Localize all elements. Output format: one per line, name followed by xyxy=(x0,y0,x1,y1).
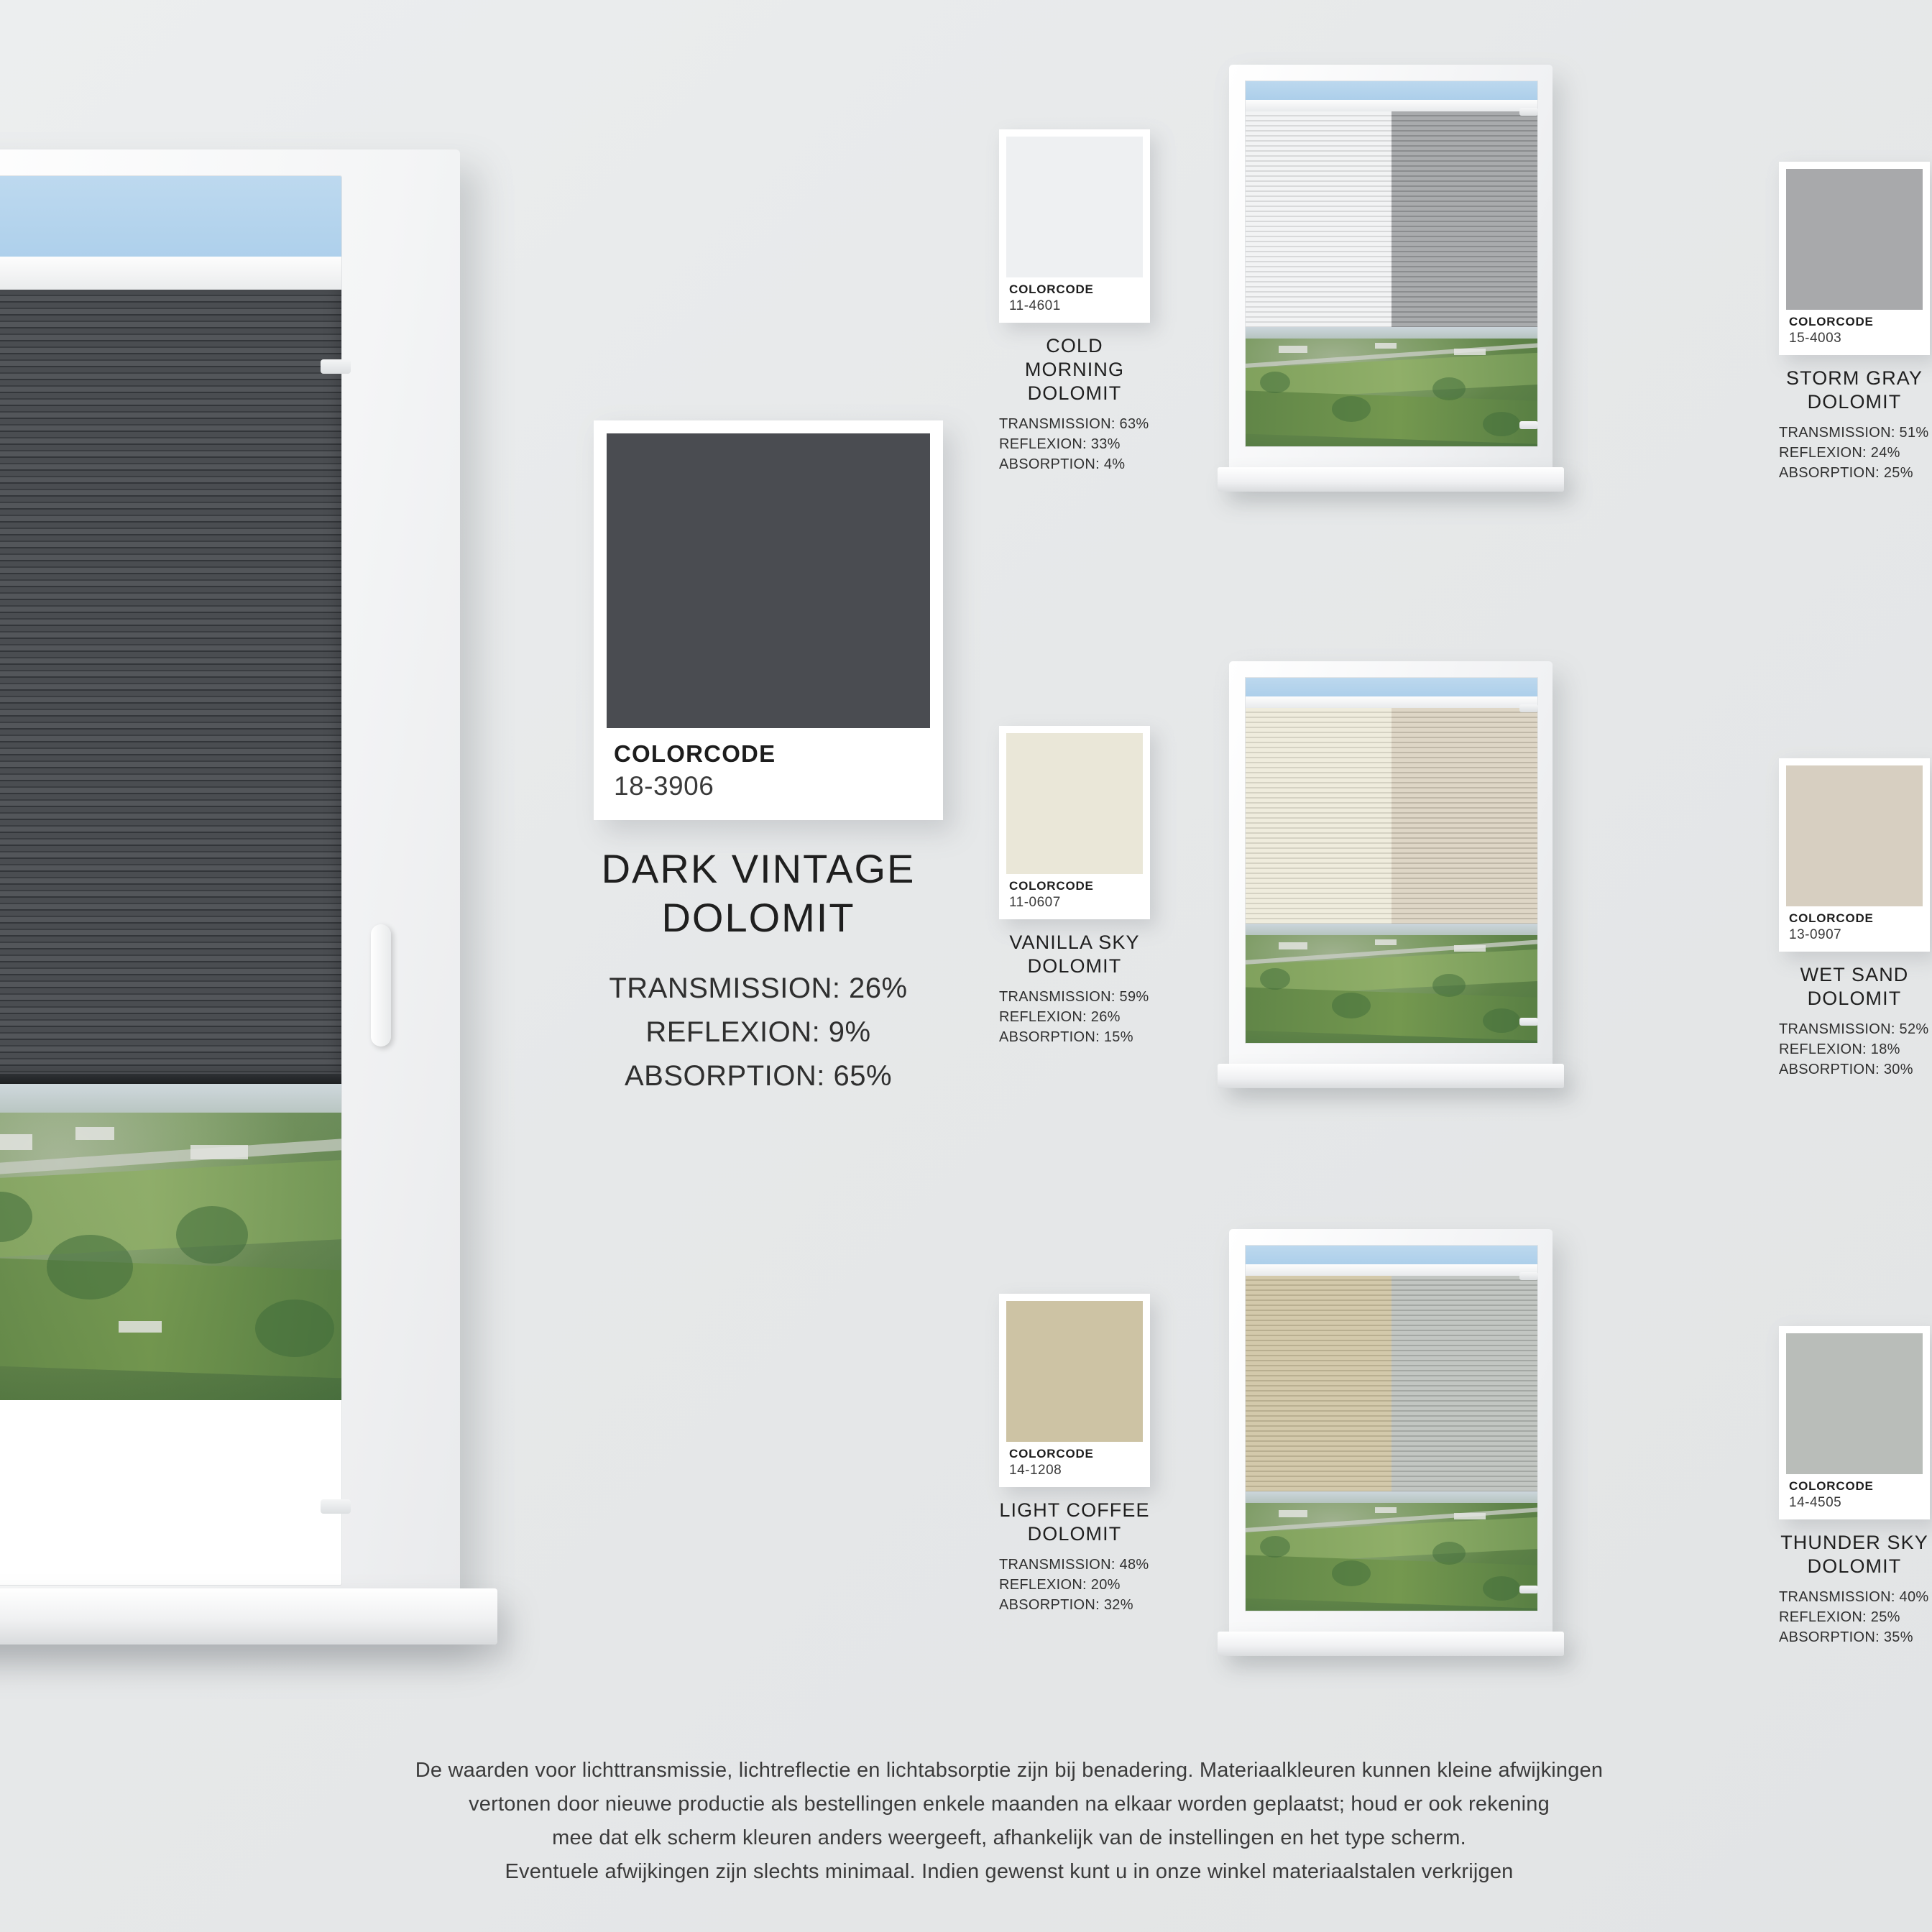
absorption: ABSORPTION: 35% xyxy=(1779,1629,1913,1646)
swatch-storm-gray xyxy=(1779,162,1930,484)
colorcode-value: 11-4601 xyxy=(1009,298,1061,313)
product-name-line1: STORM GRAY xyxy=(1785,367,1923,389)
outdoor-view-photo xyxy=(1246,924,1537,1043)
swatch-row-3 xyxy=(999,1215,1932,1703)
window-glass-area xyxy=(1245,80,1538,447)
window-preview-3 xyxy=(1229,1229,1552,1675)
colorcode-value: 13-0907 xyxy=(1789,926,1842,942)
absorption: ABSORPTION: 30% xyxy=(1779,1062,1913,1078)
colorcode-value: 14-4505 xyxy=(1789,1494,1842,1510)
colorcode-value: 15-4003 xyxy=(1789,330,1842,346)
reflexion: REFLEXION: 25% xyxy=(1779,1609,1900,1625)
colorcode-label: COLORCODE xyxy=(1009,879,1094,893)
colorcode-block xyxy=(1006,277,1143,323)
swatch-row-1 xyxy=(999,50,1932,539)
absorption: ABSORPTION: 4% xyxy=(999,456,1126,473)
blind-half-left xyxy=(1246,708,1392,924)
disclaimer-text xyxy=(216,1754,1803,1889)
pleated-blind-fabric xyxy=(1246,708,1537,924)
featured-reflexion: REFLEXION: 9% xyxy=(645,1016,871,1048)
product-name-line2: DOLOMIT xyxy=(1027,1522,1122,1545)
window-sill xyxy=(1218,1632,1564,1656)
colorcode-label: COLORCODE xyxy=(1009,282,1094,296)
blind-half-right xyxy=(1392,111,1537,327)
specs xyxy=(1779,1019,1930,1080)
colorcode-label: COLORCODE xyxy=(1009,1447,1094,1460)
featured-colorcode-label: COLORCODE xyxy=(614,740,776,767)
outdoor-view-photo xyxy=(1246,1491,1537,1611)
transmission: TRANSMISSION: 40% xyxy=(1779,1588,1929,1605)
blind-half-right xyxy=(1392,1276,1537,1491)
product-name-line1: WET SAND xyxy=(1800,963,1909,985)
window-sill xyxy=(0,1588,497,1644)
blind-headrail xyxy=(1246,100,1537,112)
disclaimer-line-2: vertonen door nieuwe productie als bestellingen enkele maanden na elkaar worden geplaatst; houd er ook rekening xyxy=(469,1792,1550,1816)
window-hinge-top xyxy=(1519,1272,1538,1280)
window-glass-area xyxy=(1245,1245,1538,1611)
blind-half-right xyxy=(1392,708,1537,924)
colorcode-block xyxy=(1006,1442,1143,1487)
blind-headrail xyxy=(1246,696,1537,709)
reflexion: REFLEXION: 26% xyxy=(999,1008,1121,1025)
swatch-thunder-sky xyxy=(1779,1326,1930,1648)
swatch-light-coffee xyxy=(999,1294,1150,1616)
transmission: TRANSMISSION: 48% xyxy=(999,1556,1149,1573)
swatch-card xyxy=(999,129,1150,323)
disclaimer-line-3: mee dat elk scherm kleuren anders weergeeft, afhankelijk van de instellingen en het type scherm. xyxy=(552,1826,1466,1849)
swatch-card xyxy=(999,726,1150,919)
reflexion: REFLEXION: 24% xyxy=(1779,444,1900,461)
featured-specs xyxy=(546,967,970,1098)
absorption: ABSORPTION: 15% xyxy=(999,1029,1133,1046)
color-chip xyxy=(1786,1333,1923,1474)
disclaimer-line-4: Eventuele afwijkingen zijn slechts minimaal. Indien gewenst kunt u in onze winkel materiaalstalen verkrijgen xyxy=(505,1859,1514,1883)
reflexion: REFLEXION: 33% xyxy=(999,436,1121,452)
transmission: TRANSMISSION: 52% xyxy=(1779,1021,1929,1037)
transmission: TRANSMISSION: 51% xyxy=(1779,424,1929,441)
blind-headrail xyxy=(0,257,341,292)
absorption: ABSORPTION: 32% xyxy=(999,1597,1133,1614)
swatch-card xyxy=(1779,758,1930,952)
pleated-blind-fabric xyxy=(0,290,341,1084)
colorcode-block xyxy=(1786,906,1923,952)
product-name-line2: DOLOMIT xyxy=(1807,987,1902,1009)
color-chip xyxy=(1786,765,1923,906)
featured-name-line2: DOLOMIT xyxy=(661,895,855,941)
outdoor-view-photo xyxy=(1246,327,1537,446)
window-hinge-bottom xyxy=(321,1499,351,1514)
featured-window-illustration xyxy=(0,150,518,1716)
window-glass-area xyxy=(1245,677,1538,1044)
colorcode-block xyxy=(1006,874,1143,919)
featured-colorcode-block xyxy=(607,728,930,820)
outdoor-view-photo xyxy=(0,1084,341,1400)
colorcode-label: COLORCODE xyxy=(1789,315,1874,328)
blind-bottom-rail xyxy=(0,1074,341,1084)
window-handle xyxy=(371,924,391,1046)
product-name xyxy=(999,931,1150,978)
product-name xyxy=(1779,963,1930,1011)
product-name-line1: VANILLA SKY xyxy=(1009,931,1140,953)
swatch-card xyxy=(1779,162,1930,355)
product-name xyxy=(1779,367,1930,414)
window-preview-1 xyxy=(1229,65,1552,510)
featured-name-line1: DARK VINTAGE xyxy=(601,846,916,891)
window-hinge-bottom xyxy=(1519,1586,1538,1593)
absorption: ABSORPTION: 25% xyxy=(1779,465,1913,482)
product-name-line2: DOLOMIT xyxy=(1807,1555,1902,1577)
product-name xyxy=(999,1499,1150,1546)
product-name-line2: DOLOMIT xyxy=(1027,382,1122,404)
swatch-card xyxy=(999,1294,1150,1487)
window-hinge-top xyxy=(1519,704,1538,712)
product-name xyxy=(1779,1531,1930,1578)
window-glass-area xyxy=(0,175,342,1586)
specs xyxy=(999,414,1150,475)
color-chip xyxy=(1006,733,1143,874)
swatch-wet-sand xyxy=(1779,758,1930,1080)
pleated-blind-fabric xyxy=(1246,1276,1537,1491)
colorcode-value: 14-1208 xyxy=(1009,1462,1062,1478)
product-name-line2: DOLOMIT xyxy=(1807,390,1902,413)
colorcode-value: 11-0607 xyxy=(1009,894,1061,910)
reflexion: REFLEXION: 20% xyxy=(999,1576,1121,1593)
color-chip xyxy=(1786,169,1923,310)
window-hinge-bottom xyxy=(1519,1018,1538,1026)
featured-color-chip xyxy=(607,433,930,728)
specs xyxy=(999,987,1150,1048)
swatch-cold-morning xyxy=(999,129,1150,475)
transmission: TRANSMISSION: 63% xyxy=(999,415,1149,432)
color-chip xyxy=(1006,137,1143,277)
window-hinge-bottom xyxy=(1519,421,1538,429)
featured-swatch-card xyxy=(594,420,943,820)
swatch-vanilla-sky xyxy=(999,726,1150,1048)
blind-half-left xyxy=(1246,1276,1392,1491)
window-preview-2 xyxy=(1229,661,1552,1107)
swatch-card xyxy=(1779,1326,1930,1519)
featured-colorcode-value: 18-3906 xyxy=(614,771,714,801)
colorcode-block xyxy=(1786,1474,1923,1519)
swatch-row-2 xyxy=(999,647,1932,1136)
colorcode-label: COLORCODE xyxy=(1789,1479,1874,1493)
window-sill xyxy=(1218,1064,1564,1088)
featured-transmission: TRANSMISSION: 26% xyxy=(609,972,908,1004)
window-sill xyxy=(1218,467,1564,492)
featured-product-name xyxy=(546,845,970,943)
product-name-line1: LIGHT COFFEE xyxy=(999,1499,1150,1521)
blind-half-left xyxy=(1246,111,1392,327)
transmission: TRANSMISSION: 59% xyxy=(999,988,1149,1005)
colorcode-label: COLORCODE xyxy=(1789,911,1874,925)
window-hinge-top xyxy=(321,359,351,374)
product-name-line1: THUNDER SKY xyxy=(1780,1531,1928,1553)
pleated-blind-fabric xyxy=(1246,111,1537,327)
specs xyxy=(1779,1587,1930,1648)
colorcode-block xyxy=(1786,310,1923,355)
disclaimer-line-1: De waarden voor lichttransmissie, lichtreflectie en lichtabsorptie zijn bij benadering. Materiaalkleuren kunnen kleine afwijkingen xyxy=(415,1759,1604,1782)
product-name-line2: DOLOMIT xyxy=(1027,954,1122,977)
window-hinge-top xyxy=(1519,108,1538,116)
blind-headrail xyxy=(1246,1264,1537,1276)
featured-absorption: ABSORPTION: 65% xyxy=(624,1059,893,1092)
color-chip xyxy=(1006,1301,1143,1442)
product-name-line1: COLD MORNING xyxy=(1024,334,1125,380)
specs xyxy=(1779,423,1930,484)
product-name xyxy=(999,334,1150,405)
specs xyxy=(999,1555,1150,1616)
reflexion: REFLEXION: 18% xyxy=(1779,1041,1900,1057)
